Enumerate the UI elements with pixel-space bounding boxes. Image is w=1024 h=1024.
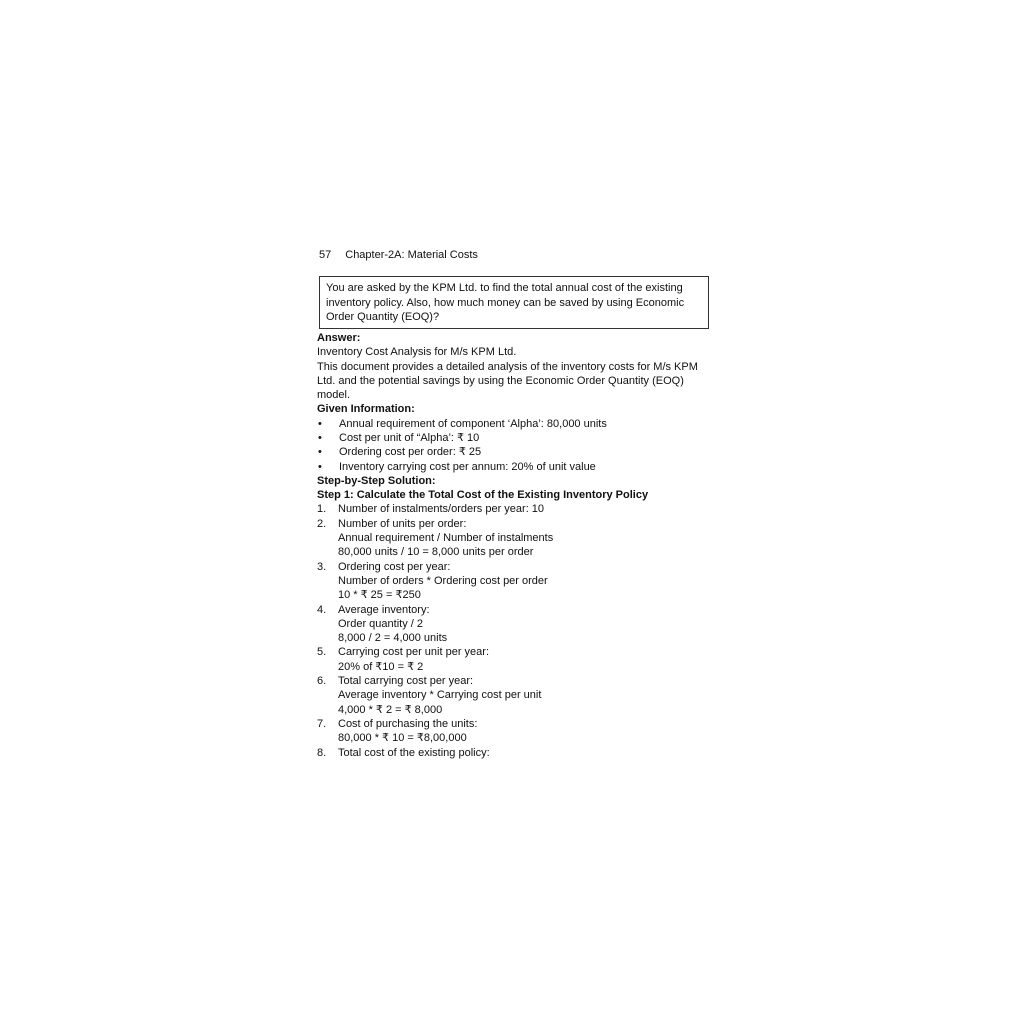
solution-heading: Step-by-Step Solution: [317,474,436,487]
list-item [317,460,709,474]
list-item [317,445,709,459]
page-header [319,248,709,262]
list-item [317,674,709,717]
step-line: Total cost of the existing policy: [338,746,490,759]
step-number: 7. [317,717,327,730]
step-number: 3. [317,560,327,573]
list-item [317,645,709,674]
step-number: 6. [317,675,327,688]
document-page [317,248,709,760]
step-line: Ordering cost per year: [338,560,451,573]
given-item-text: Ordering cost per order: ₹ 25 [339,446,482,459]
given-list [317,417,709,474]
given-item-text: Inventory carrying cost per annum: 20% of unit value [339,460,596,473]
given-heading: Given Information: [317,403,415,416]
list-item [317,417,709,431]
step-number: 1. [317,503,327,516]
step-line: 80,000 units / 10 = 8,000 units per order [338,546,534,559]
list-item [317,431,709,445]
list-item [317,717,709,746]
given-item-text: Cost per unit of “Alpha’: ₹ 10 [339,431,480,444]
step-line: Average inventory: [338,603,430,616]
steps-list [317,502,709,759]
step-line: 80,000 * ₹ 10 = ₹8,00,000 [338,732,467,745]
bullet: • [318,446,322,459]
intro-text: This document provides a detailed analysis of the inventory costs for M/s KPM Ltd. and the potential savings by using the Economic Order Quantity (EOQ) model. [317,360,698,402]
bullet: • [318,460,322,473]
step-line: Annual requirement / Number of instalments [338,532,554,545]
list-item [317,746,709,760]
step-number: 2. [317,517,327,530]
chapter-title: Chapter-2A: Material Costs [345,249,478,261]
step1-heading: Step 1: Calculate the Total Cost of the Existing Inventory Policy [317,489,649,502]
list-item [317,502,709,516]
step-number: 8. [317,746,327,759]
step-line: 20% of ₹10 = ₹ 2 [338,660,424,673]
list-item [317,517,709,560]
step-line: Order quantity / 2 [338,617,423,630]
step-line: Cost of purchasing the units: [338,717,478,730]
step-line: Number of instalments/orders per year: 10 [338,503,545,516]
question-box [319,276,709,329]
given-item-text: Annual requirement of component ‘Alpha’: 80,000 units [339,417,607,430]
intro-title: Inventory Cost Analysis for M/s KPM Ltd. [317,346,517,359]
step-line: Number of units per order: [338,517,467,530]
step-line: 10 * ₹ 25 = ₹250 [338,589,421,602]
bullet: • [318,417,322,430]
step-line: 8,000 / 2 = 4,000 units [338,632,448,645]
step-number: 5. [317,646,327,659]
step-line: Total carrying cost per year: [338,675,474,688]
step-line: Average inventory * Carrying cost per unit [338,689,542,702]
page-number: 57 [319,249,332,261]
step-number: 4. [317,603,327,616]
list-item [317,560,709,603]
list-item [317,603,709,646]
answer-heading: Answer: [317,331,361,344]
bullet: • [318,431,322,444]
step-line: Carrying cost per unit per year: [338,646,490,659]
step-line: 4,000 * ₹ 2 = ₹ 8,000 [338,703,443,716]
step-line: Number of orders * Ordering cost per order [338,574,548,587]
question-text: You are asked by the KPM Ltd. to find the total annual cost of the existing inventory policy. Also, how much money can be saved by using Economic Order Quantity (EOQ)? [326,282,685,323]
